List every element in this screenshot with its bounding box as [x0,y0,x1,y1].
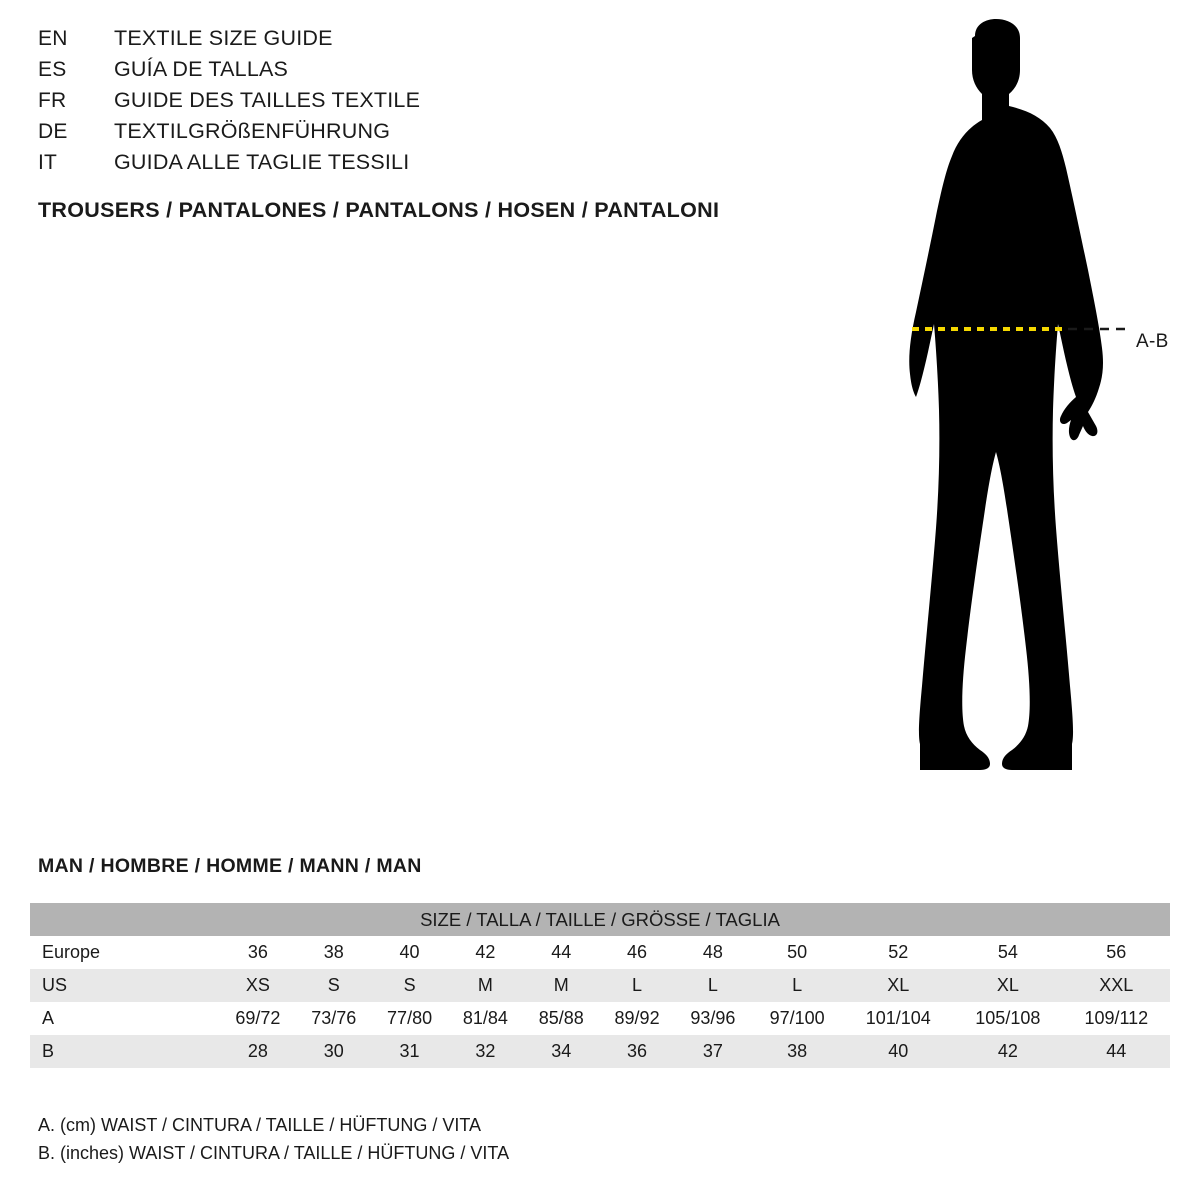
cell-us-4: M [523,969,599,1002]
cell-b-4: 34 [523,1035,599,1068]
cell-a-1: 73/76 [296,1002,372,1035]
cell-b-6: 37 [675,1035,751,1068]
lang-text-de: TEXTILGRÖßENFÜHRUNG [114,119,391,143]
cell-us-9: XL [953,969,1063,1002]
cell-europe-5: 46 [599,936,675,969]
table-row-europe [30,936,1170,969]
silhouette-body-shape [909,19,1103,770]
cell-b-0: 28 [220,1035,296,1068]
cell-us-10: XXL [1063,969,1170,1002]
lang-code-fr: FR [38,89,67,112]
cell-a-5: 89/92 [599,1002,675,1035]
cell-b-9: 42 [953,1035,1063,1068]
cell-us-8: XL [843,969,953,1002]
cell-europe-2: 40 [372,936,448,969]
table-header-label: SIZE / TALLA / TAILLE / GRÖSSE / TAGLIA [30,903,1170,936]
cell-b-5: 36 [599,1035,675,1068]
lang-text-en: TEXTILE SIZE GUIDE [114,26,333,50]
table-row-us [30,969,1170,1002]
cell-a-8: 101/104 [843,1002,953,1035]
cell-a-2: 77/80 [372,1002,448,1035]
gender-heading: MAN / HOMBRE / HOMME / MANN / MAN [38,855,422,877]
row-label-a: A [30,1002,220,1035]
man-silhouette-figure [800,18,1190,798]
cell-us-0: XS [220,969,296,1002]
title-row-it [38,150,798,181]
cell-us-7: L [751,969,844,1002]
row-label-us: US [30,969,220,1002]
table-header-row [30,903,1170,936]
row-label-b: B [30,1035,220,1068]
title-row-fr [38,88,798,119]
table-row-b [30,1035,1170,1068]
cell-b-7: 38 [751,1035,844,1068]
silhouette-svg [800,18,1190,798]
lang-text-it: GUIDA ALLE TAGLIE TESSILI [114,150,410,174]
title-row-en [38,26,798,57]
cell-us-1: S [296,969,372,1002]
cell-a-7: 97/100 [751,1002,844,1035]
cell-b-1: 30 [296,1035,372,1068]
cell-europe-4: 44 [523,936,599,969]
cell-europe-10: 56 [1063,936,1170,969]
cell-a-0: 69/72 [220,1002,296,1035]
garment-type-line: TROUSERS / PANTALONES / PANTALONS / HOSEN / PANTALONI [38,198,720,222]
cell-europe-9: 54 [953,936,1063,969]
table-row-a [30,1002,1170,1035]
cell-europe-7: 50 [751,936,844,969]
cell-b-2: 31 [372,1035,448,1068]
footnote-a: A. (cm) WAIST / CINTURA / TAILLE / HÜFTUNG / VITA [38,1115,482,1135]
footnotes-block [38,1112,509,1168]
lang-text-es: GUÍA DE TALLAS [114,57,289,81]
cell-a-3: 81/84 [447,1002,523,1035]
cell-us-5: L [599,969,675,1002]
cell-europe-0: 36 [220,936,296,969]
cell-b-8: 40 [843,1035,953,1068]
cell-b-10: 44 [1063,1035,1170,1068]
cell-a-9: 105/108 [953,1002,1063,1035]
title-row-es [38,57,798,88]
row-label-europe: Europe [30,936,220,969]
cell-b-3: 32 [447,1035,523,1068]
cell-europe-6: 48 [675,936,751,969]
cell-us-6: L [675,969,751,1002]
title-block [38,26,798,223]
lang-code-it: IT [38,151,58,174]
title-row-de [38,119,798,150]
lang-code-es: ES [38,58,67,81]
cell-a-10: 109/112 [1063,1002,1170,1035]
measure-label-ab: A-B [1136,331,1169,352]
cell-us-2: S [372,969,448,1002]
cell-a-6: 93/96 [675,1002,751,1035]
cell-europe-8: 52 [843,936,953,969]
cell-a-4: 85/88 [523,1002,599,1035]
size-table [30,903,1170,1068]
cell-us-3: M [447,969,523,1002]
cell-europe-3: 42 [447,936,523,969]
cell-europe-1: 38 [296,936,372,969]
lang-text-fr: GUIDE DES TAILLES TEXTILE [114,88,421,112]
footnote-b: B. (inches) WAIST / CINTURA / TAILLE / HÜFTUNG / VITA [38,1142,510,1163]
lang-code-de: DE [38,120,68,143]
lang-code-en: EN [38,27,68,50]
